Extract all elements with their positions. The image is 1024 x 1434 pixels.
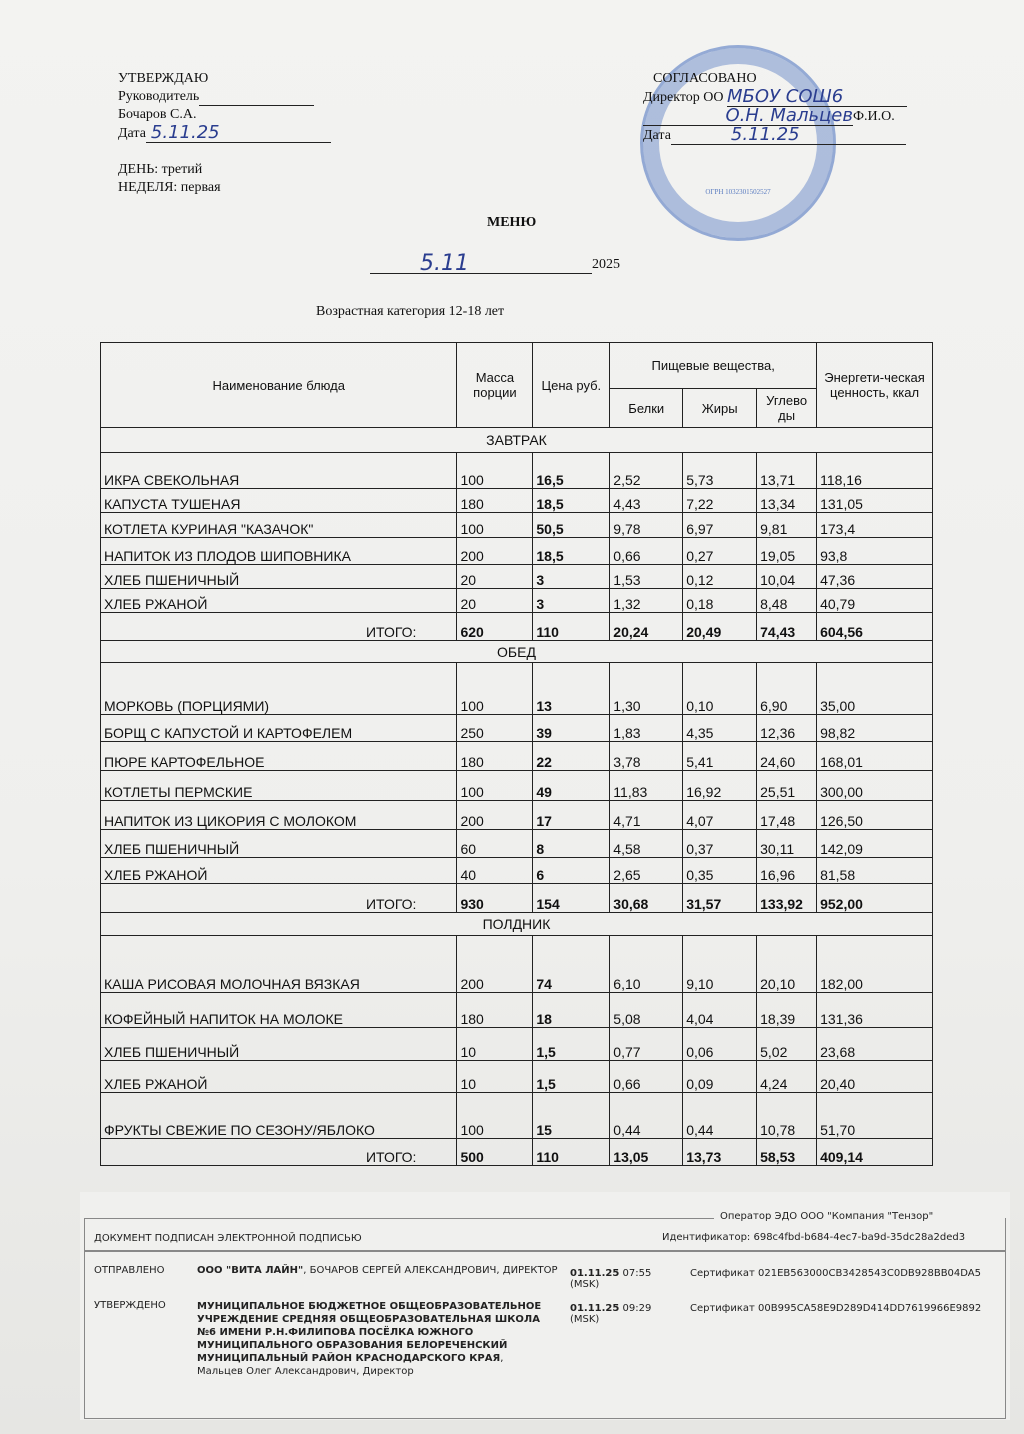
section-row xyxy=(101,913,933,936)
total-energy: 409,14 xyxy=(817,1139,933,1166)
cell-mass: 10 xyxy=(457,1028,533,1061)
total-dish-name: ИТОГО: xyxy=(101,1139,457,1166)
table-row xyxy=(101,993,933,1028)
cell-dish-name: МОРКОВЬ (ПОРЦИЯМИ) xyxy=(101,663,457,715)
cell-price: 74 xyxy=(533,936,610,993)
cell-dish-name: КОФЕЙНЫЙ НАПИТОК НА МОЛОКЕ xyxy=(101,993,457,1028)
cell-fat: 0,12 xyxy=(683,565,757,589)
cell-mass: 100 xyxy=(457,1093,533,1139)
table-row xyxy=(101,565,933,589)
cell-dish-name: КОТЛЕТЫ ПЕРМСКИЕ xyxy=(101,771,457,801)
table-row xyxy=(101,830,933,858)
cell-fat: 5,73 xyxy=(683,453,757,489)
cell-carbs: 20,10 xyxy=(757,936,817,993)
cell-dish-name: ХЛЕБ РЖАНОЙ xyxy=(101,1061,457,1093)
cell-price: 18,5 xyxy=(533,489,610,513)
cell-price: 13 xyxy=(533,663,610,715)
cell-energy: 300,00 xyxy=(817,771,933,801)
cell-fat: 0,18 xyxy=(683,589,757,613)
cell-carbs: 16,96 xyxy=(757,858,817,884)
header-nutrients: Пищевые вещества, xyxy=(610,343,817,389)
cell-mass: 40 xyxy=(457,858,533,884)
cell-price: 39 xyxy=(533,715,610,742)
approved-certificate: Сертификат 00B995CA58E9D289D414DD7619966E9892 xyxy=(690,1303,982,1314)
header-energy: Энергети-ческая ценность, ккал xyxy=(817,343,933,428)
cell-protein: 11,83 xyxy=(610,771,683,801)
table-row xyxy=(101,538,933,565)
section-title: ЗАВТРАК xyxy=(101,428,933,453)
section-row xyxy=(101,641,933,663)
approve-block xyxy=(118,70,331,197)
cell-dish-name: БОРЩ С КАПУСТОЙ И КАРТОФЕЛЕМ xyxy=(101,715,457,742)
cell-protein: 4,58 xyxy=(610,830,683,858)
cell-energy: 40,79 xyxy=(817,589,933,613)
sent-person: , БОЧАРОВ СЕРГЕЙ АЛЕКСАНДРОВИЧ, ДИРЕКТОР xyxy=(303,1265,558,1276)
header-fat: Жиры xyxy=(683,389,757,428)
cell-dish-name: НАПИТОК ИЗ ПЛОДОВ ШИПОВНИКА xyxy=(101,538,457,565)
menu-table xyxy=(100,342,933,1166)
cell-dish-name: ХЛЕБ ПШЕНИЧНЫЙ xyxy=(101,1028,457,1061)
total-dish-name: ИТОГО: xyxy=(101,884,457,913)
total-carbs: 58,53 xyxy=(757,1139,817,1166)
header-protein: Белки xyxy=(610,389,683,428)
cell-energy: 131,05 xyxy=(817,489,933,513)
cell-protein: 0,66 xyxy=(610,1061,683,1093)
cell-carbs: 30,11 xyxy=(757,830,817,858)
cell-energy: 35,00 xyxy=(817,663,933,715)
cell-price: 1,5 xyxy=(533,1028,610,1061)
total-mass: 500 xyxy=(457,1139,533,1166)
agreed-block xyxy=(643,70,918,145)
cell-protein: 1,32 xyxy=(610,589,683,613)
cell-price: 16,5 xyxy=(533,453,610,489)
approve-date-label: Дата xyxy=(118,126,146,141)
menu-year: 2025 xyxy=(592,257,620,272)
agreed-org: МБОУ СОШ6 xyxy=(727,88,907,107)
cell-mass: 180 xyxy=(457,742,533,771)
total-row xyxy=(101,1139,933,1166)
cell-dish-name: КАПУСТА ТУШЕНАЯ xyxy=(101,489,457,513)
cell-price: 22 xyxy=(533,742,610,771)
total-protein: 13,05 xyxy=(610,1139,683,1166)
cell-protein: 2,52 xyxy=(610,453,683,489)
approve-title: УТВЕРЖДАЮ xyxy=(118,71,209,86)
cell-carbs: 4,24 xyxy=(757,1061,817,1093)
cell-fat: 0,37 xyxy=(683,830,757,858)
cell-fat: 16,92 xyxy=(683,771,757,801)
cell-dish-name: ПЮРЕ КАРТОФЕЛЬНОЕ xyxy=(101,742,457,771)
cell-mass: 20 xyxy=(457,589,533,613)
header-mass: Масса порции xyxy=(457,343,533,428)
cell-fat: 0,09 xyxy=(683,1061,757,1093)
table-row xyxy=(101,489,933,513)
table-row xyxy=(101,1028,933,1061)
header-price: Цена руб. xyxy=(533,343,610,428)
cell-carbs: 25,51 xyxy=(757,771,817,801)
total-mass: 620 xyxy=(457,613,533,641)
cell-energy: 142,09 xyxy=(817,830,933,858)
cell-carbs: 18,39 xyxy=(757,993,817,1028)
cell-mass: 100 xyxy=(457,663,533,715)
cell-protein: 4,43 xyxy=(610,489,683,513)
cell-dish-name: ИКРА СВЕКОЛЬНАЯ xyxy=(101,453,457,489)
cell-carbs: 10,78 xyxy=(757,1093,817,1139)
cell-dish-name: КОТЛЕТА КУРИНАЯ "КАЗАЧОК" xyxy=(101,513,457,538)
cell-fat: 0,44 xyxy=(683,1093,757,1139)
cell-carbs: 13,71 xyxy=(757,453,817,489)
agreed-date: 5.11.25 xyxy=(671,126,906,145)
cell-carbs: 10,04 xyxy=(757,565,817,589)
cell-mass: 200 xyxy=(457,538,533,565)
cell-energy: 20,40 xyxy=(817,1061,933,1093)
cell-price: 6 xyxy=(533,858,610,884)
cell-mass: 60 xyxy=(457,830,533,858)
approved-time: 09:29 (MSK) xyxy=(570,1303,652,1325)
cell-price: 1,5 xyxy=(533,1061,610,1093)
cell-energy: 51,70 xyxy=(817,1093,933,1139)
table-row xyxy=(101,742,933,771)
cell-energy: 98,82 xyxy=(817,715,933,742)
cell-energy: 23,68 xyxy=(817,1028,933,1061)
cell-energy: 182,00 xyxy=(817,936,933,993)
total-price: 154 xyxy=(533,884,610,913)
cell-dish-name: НАПИТОК ИЗ ЦИКОРИЯ С МОЛОКОМ xyxy=(101,801,457,830)
cell-fat: 4,04 xyxy=(683,993,757,1028)
sent-org: ООО "ВИТА ЛАЙН" xyxy=(197,1265,304,1276)
cell-dish-name: ХЛЕБ РЖАНОЙ xyxy=(101,858,457,884)
cell-mass: 100 xyxy=(457,513,533,538)
cell-dish-name: ХЛЕБ РЖАНОЙ xyxy=(101,589,457,613)
cell-fat: 7,22 xyxy=(683,489,757,513)
approve-name: Бочаров С.А. xyxy=(118,107,197,122)
section-title: ОБЕД xyxy=(101,641,933,663)
cell-energy: 47,36 xyxy=(817,565,933,589)
total-fat: 20,49 xyxy=(683,613,757,641)
cell-mass: 200 xyxy=(457,936,533,993)
cell-protein: 9,78 xyxy=(610,513,683,538)
cell-carbs: 6,90 xyxy=(757,663,817,715)
total-protein: 30,68 xyxy=(610,884,683,913)
cell-mass: 180 xyxy=(457,993,533,1028)
edo-operator: Оператор ЭДО ООО "Компания "Тензор" xyxy=(720,1211,934,1222)
sent-date: 01.11.25 xyxy=(570,1268,620,1279)
table-row xyxy=(101,1093,933,1139)
cell-protein: 0,77 xyxy=(610,1028,683,1061)
cell-fat: 5,41 xyxy=(683,742,757,771)
cell-protein: 4,71 xyxy=(610,801,683,830)
approved-label: УТВЕРЖДЕНО xyxy=(94,1300,166,1311)
cell-energy: 168,01 xyxy=(817,742,933,771)
table-row xyxy=(101,936,933,993)
cell-carbs: 24,60 xyxy=(757,742,817,771)
cell-protein: 1,83 xyxy=(610,715,683,742)
cell-fat: 4,07 xyxy=(683,801,757,830)
cell-mass: 250 xyxy=(457,715,533,742)
section-title: ПОЛДНИК xyxy=(101,913,933,936)
table-row xyxy=(101,715,933,742)
agreed-title: СОГЛАСОВАНО xyxy=(653,71,757,86)
week-label: НЕДЕЛЯ: первая xyxy=(118,180,221,195)
identifier: Идентификатор: 698c4fbd-b684-4ec7-ba9d-35dc28a2ded3 xyxy=(662,1232,966,1243)
cell-fat: 0,10 xyxy=(683,663,757,715)
cell-mass: 200 xyxy=(457,801,533,830)
cell-protein: 1,30 xyxy=(610,663,683,715)
total-energy: 604,56 xyxy=(817,613,933,641)
sent-label: ОТПРАВЛЕНО xyxy=(94,1265,165,1276)
approved-date: 01.11.25 xyxy=(570,1303,620,1314)
cell-dish-name: ХЛЕБ ПШЕНИЧНЫЙ xyxy=(101,565,457,589)
cell-carbs: 9,81 xyxy=(757,513,817,538)
cell-mass: 100 xyxy=(457,771,533,801)
cell-fat: 4,35 xyxy=(683,715,757,742)
total-mass: 930 xyxy=(457,884,533,913)
cell-dish-name: КАША РИСОВАЯ МОЛОЧНАЯ ВЯЗКАЯ xyxy=(101,936,457,993)
cell-price: 8 xyxy=(533,830,610,858)
cell-price: 49 xyxy=(533,771,610,801)
cell-energy: 131,36 xyxy=(817,993,933,1028)
cell-protein: 0,44 xyxy=(610,1093,683,1139)
approve-role: Руководитель xyxy=(118,89,200,104)
cell-carbs: 19,05 xyxy=(757,538,817,565)
table-row xyxy=(101,513,933,538)
cell-fat: 6,97 xyxy=(683,513,757,538)
total-price: 110 xyxy=(533,613,610,641)
cell-energy: 118,16 xyxy=(817,453,933,489)
cell-mass: 20 xyxy=(457,565,533,589)
table-row xyxy=(101,1061,933,1093)
sent-certificate: Сертификат 021EB563000CB3428543C0DB928BB04DA5 xyxy=(690,1268,982,1279)
total-carbs: 74,43 xyxy=(757,613,817,641)
cell-protein: 6,10 xyxy=(610,936,683,993)
menu-date: 5.11 xyxy=(370,255,592,274)
agreed-fio: О.Н. Мальцев xyxy=(643,107,853,126)
total-dish-name: ИТОГО: xyxy=(101,613,457,641)
cell-carbs: 17,48 xyxy=(757,801,817,830)
stamp-text: ОГРН 1032301502527 xyxy=(705,188,771,196)
total-energy: 952,00 xyxy=(817,884,933,913)
cell-price: 18,5 xyxy=(533,538,610,565)
sent-time: 07:55 (MSK) xyxy=(570,1268,652,1290)
cell-dish-name: ХЛЕБ ПШЕНИЧНЫЙ xyxy=(101,830,457,858)
cell-carbs: 12,36 xyxy=(757,715,817,742)
cell-protein: 0,66 xyxy=(610,538,683,565)
approve-date: 5.11.25 xyxy=(146,124,331,143)
age-category: Возрастная категория 12-18 лет xyxy=(316,304,505,319)
e-signature-block xyxy=(80,1192,1010,1420)
cell-carbs: 13,34 xyxy=(757,489,817,513)
total-row xyxy=(101,884,933,913)
section-row xyxy=(101,428,933,453)
approved-org: МУНИЦИПАЛЬНОЕ БЮДЖЕТНОЕ ОБЩЕОБРАЗОВАТЕЛЬНОЕ УЧРЕЖДЕНИЕ СРЕДНЯЯ ОБЩЕОБРАЗОВАТЕЛЬНАЯ ШКОЛА №6 ИМЕНИ Р.Н.ФИЛИПОВА ПОСЁЛКА ЮЖНОГО МУНИЦИПАЛЬНОГО ОБРАЗОВАНИЯ БЕЛОРЕЧЕНСКИЙ МУНИЦИПАЛЬНЫЙ РАЙОН КРАСНОДАРСКОГО КРАЯ xyxy=(197,1301,542,1364)
cell-mass: 180 xyxy=(457,489,533,513)
cell-energy: 126,50 xyxy=(817,801,933,830)
total-row xyxy=(101,613,933,641)
cell-fat: 0,27 xyxy=(683,538,757,565)
cell-price: 18 xyxy=(533,993,610,1028)
total-carbs: 133,92 xyxy=(757,884,817,913)
cell-mass: 100 xyxy=(457,453,533,489)
approved-person: , Мальцев Олег Александрович, Директор xyxy=(197,1353,504,1377)
cell-dish-name: ФРУКТЫ СВЕЖИЕ ПО СЕЗОНУ/ЯБЛОКО xyxy=(101,1093,457,1139)
table-row xyxy=(101,801,933,830)
day-label: ДЕНЬ: третий xyxy=(118,162,203,177)
cell-price: 50,5 xyxy=(533,513,610,538)
cell-price: 17 xyxy=(533,801,610,830)
page-title: МЕНЮ xyxy=(487,215,537,230)
header-carbs: Углево ды xyxy=(757,389,817,428)
header-name: Наименование блюда xyxy=(101,343,457,428)
cell-mass: 10 xyxy=(457,1061,533,1093)
cell-protein: 5,08 xyxy=(610,993,683,1028)
total-fat: 31,57 xyxy=(683,884,757,913)
cell-price: 15 xyxy=(533,1093,610,1139)
table-row xyxy=(101,771,933,801)
cell-carbs: 8,48 xyxy=(757,589,817,613)
cell-energy: 81,58 xyxy=(817,858,933,884)
signature-header: ДОКУМЕНТ ПОДПИСАН ЭЛЕКТРОННОЙ ПОДПИСЬЮ xyxy=(94,1233,362,1244)
table-row xyxy=(101,589,933,613)
cell-fat: 0,06 xyxy=(683,1028,757,1061)
table-row xyxy=(101,663,933,715)
cell-price: 3 xyxy=(533,589,610,613)
cell-fat: 0,35 xyxy=(683,858,757,884)
total-protein: 20,24 xyxy=(610,613,683,641)
agreed-role: Директор ОО xyxy=(643,90,724,105)
cell-energy: 93,8 xyxy=(817,538,933,565)
cell-protein: 2,65 xyxy=(610,858,683,884)
total-fat: 13,73 xyxy=(683,1139,757,1166)
table-row xyxy=(101,858,933,884)
cell-protein: 3,78 xyxy=(610,742,683,771)
cell-energy: 173,4 xyxy=(817,513,933,538)
table-row xyxy=(101,453,933,489)
cell-price: 3 xyxy=(533,565,610,589)
cell-fat: 9,10 xyxy=(683,936,757,993)
cell-carbs: 5,02 xyxy=(757,1028,817,1061)
total-price: 110 xyxy=(533,1139,610,1166)
agreed-fio-label: Ф.И.О. xyxy=(853,109,895,124)
cell-protein: 1,53 xyxy=(610,565,683,589)
agreed-date-label: Дата xyxy=(643,128,671,143)
